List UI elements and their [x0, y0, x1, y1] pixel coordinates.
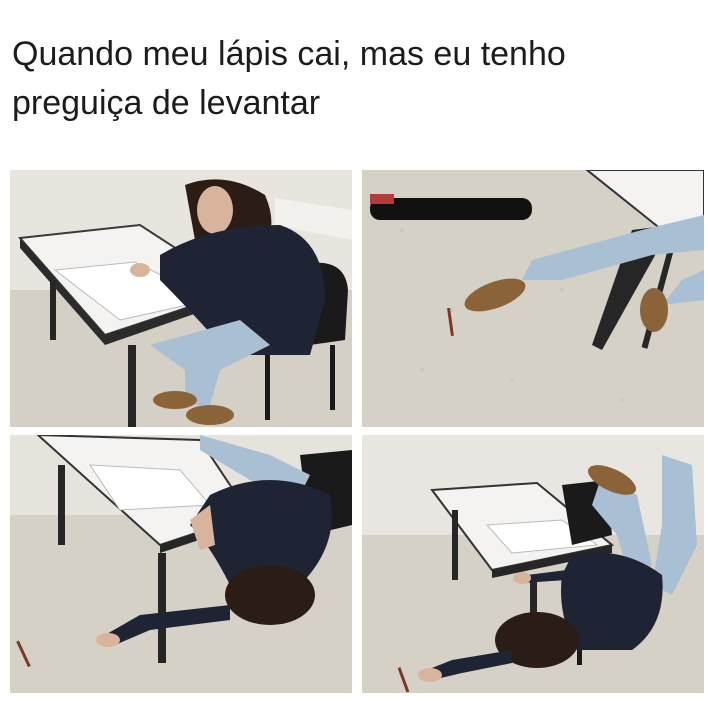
panel-4-illustration — [362, 435, 704, 693]
panel-leg-reaching-for-pencil — [362, 170, 704, 427]
panel-3-illustration — [10, 435, 352, 693]
panel-sitting-at-desk — [10, 170, 352, 427]
caption-line-1: Quando meu lápis cai, mas eu tenho — [12, 35, 566, 73]
meme-caption — [12, 30, 692, 128]
panel-2-illustration — [362, 170, 704, 427]
panel-hanging-upside-down-reaching — [362, 435, 704, 693]
panel-1-illustration — [10, 170, 352, 427]
panel-slumping-off-chair — [10, 435, 352, 693]
caption-line-2: preguiça de levantar — [12, 84, 321, 122]
